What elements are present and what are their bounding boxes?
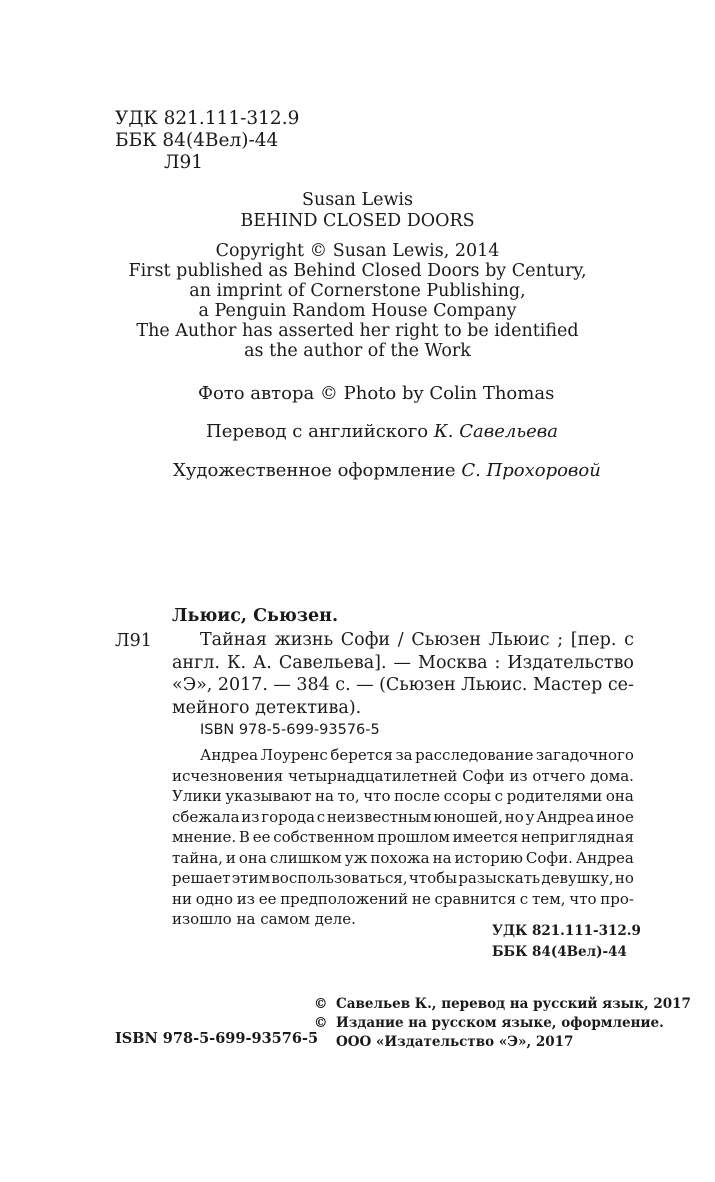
rights-line: Copyright © Susan Lewis, 2014 bbox=[215, 241, 500, 261]
text-line: Улики указывают на то, что после ссоры с родителями она bbox=[172, 787, 634, 805]
copyright-edition: Издание на русском языке, оформление. bbox=[336, 1015, 664, 1031]
rights-line: a Penguin Random House Company bbox=[198, 301, 517, 321]
annotation-udk: УДК 821.111-312.9 bbox=[492, 923, 641, 939]
udk-value: 821.111-312.9 bbox=[163, 108, 300, 129]
catalog-line: Тайная жизнь Софи / Сьюзен Льюис ; [пер. с bbox=[200, 630, 634, 650]
design-prefix: Художественное оформление bbox=[173, 460, 462, 481]
annotation-codes bbox=[492, 921, 641, 963]
classification-block bbox=[115, 108, 299, 174]
text-line: мнение. В ее собственном прошлом имеется неприглядная bbox=[172, 828, 634, 846]
author-mark: Л91 bbox=[164, 152, 203, 173]
catalog-line: мейного детектива). bbox=[172, 697, 362, 718]
rights-line: The Author has asserted her right to be identified bbox=[136, 321, 579, 341]
rights-line: First published as Behind Closed Doors by Century, bbox=[128, 261, 587, 281]
catalog-isbn: ISBN 978-5-699-93576-5 bbox=[200, 722, 380, 738]
text-line: тайна, и она слишком уж похожа на историю Софи. Андреа bbox=[172, 848, 634, 867]
translator-name: К. Савельева bbox=[433, 421, 558, 442]
copyright-symbol: © bbox=[314, 1015, 328, 1031]
translation-credit bbox=[206, 422, 558, 442]
copyright-symbol: © bbox=[314, 996, 328, 1012]
rights-line: as the author of the Work bbox=[244, 341, 471, 361]
bbk-row bbox=[115, 130, 299, 152]
copyright-translation: Савельев К., перевод на русский язык, 2017 bbox=[336, 996, 691, 1012]
footer-isbn: ISBN 978-5-699-93576-5 bbox=[115, 1030, 319, 1047]
photo-credit: Фото автора © Photo by Colin Thomas bbox=[198, 383, 555, 404]
catalog-heading: Льюис, Сьюзен. bbox=[172, 606, 339, 626]
design-credit bbox=[173, 461, 601, 481]
catalog-mark: Л91 bbox=[115, 631, 152, 651]
text-line: Андреа Лоуренс берется за расследование загадочного bbox=[200, 746, 634, 764]
copyright-publisher: ООО «Издательство «Э», 2017 bbox=[336, 1034, 574, 1050]
text-line: изошло на самом деле. bbox=[172, 910, 356, 928]
text-line: решает этим воспользоваться, чтобы разыскать девушку, но bbox=[172, 869, 634, 887]
catalog-entry bbox=[172, 629, 634, 719]
original-author: Susan Lewis bbox=[301, 190, 414, 210]
copyright-row-3 bbox=[314, 1033, 691, 1052]
original-title: BEHIND CLOSED DOORS bbox=[240, 211, 475, 231]
text-line: ни одно из ее предположений не сравнится с тем, что про- bbox=[172, 889, 634, 908]
text-line: исчезновения четырнадцатилетней Софи из отчего дома. bbox=[172, 766, 634, 785]
annotation bbox=[172, 745, 634, 930]
udk-label: УДК bbox=[115, 108, 158, 129]
annotation-bbk: ББК 84(4Вел)-44 bbox=[492, 944, 627, 960]
copyright-block bbox=[314, 995, 691, 1052]
bbk-label: ББК bbox=[115, 130, 157, 151]
udk-row bbox=[115, 108, 299, 130]
copyright-row-2 bbox=[314, 1014, 691, 1033]
copyright-row-1 bbox=[314, 995, 691, 1014]
catalog-line: англ. К. А. Савельева]. — Москва : Издательство bbox=[172, 652, 634, 673]
rights-line: an imprint of Cornerstone Publishing, bbox=[189, 281, 526, 301]
bbk-value: 84(4Вел)-44 bbox=[162, 130, 279, 151]
catalog-line: «Э», 2017. — 384 с. — (Сьюзен Льюис. Мастер се- bbox=[172, 675, 634, 695]
translation-prefix: Перевод с английского bbox=[206, 421, 434, 442]
original-title-block bbox=[0, 190, 715, 232]
rights-block bbox=[0, 241, 715, 361]
designer-name: С. Прохоровой bbox=[461, 460, 601, 481]
text-line: сбежала из города с неизвестным юношей, но у Андреа иное bbox=[172, 807, 634, 826]
